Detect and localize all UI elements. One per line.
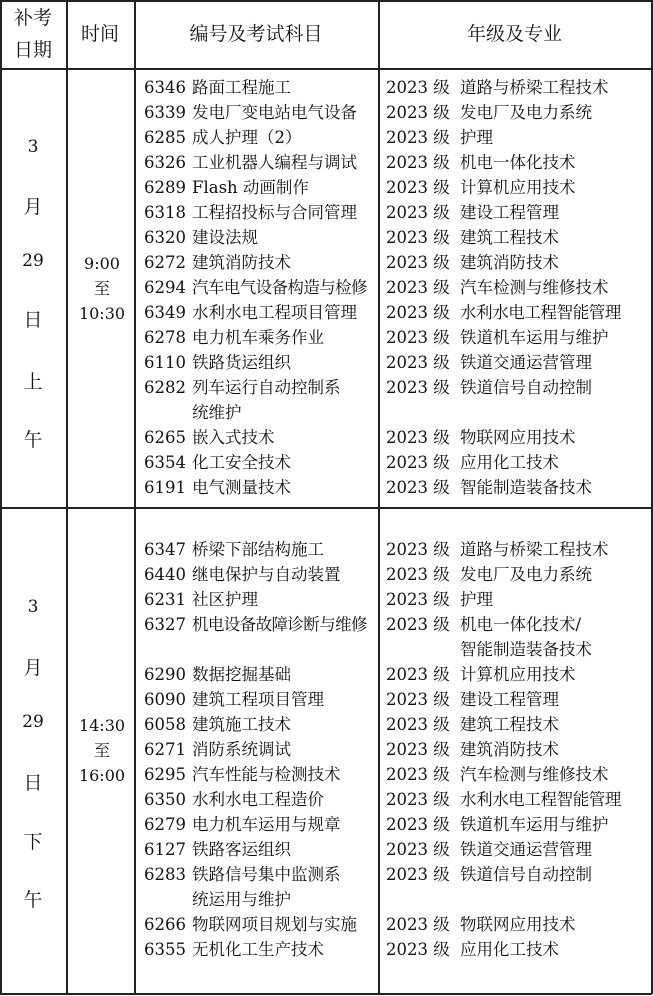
course-cell bbox=[144, 737, 376, 762]
grade-year: 2023 级 bbox=[386, 615, 450, 634]
grade-year: 2023 级 bbox=[386, 840, 450, 859]
major-name: 水利水电工程智能管理 bbox=[460, 303, 622, 322]
major-cell bbox=[386, 537, 648, 562]
major-name-continued: 智能制造装备技术 bbox=[460, 640, 592, 659]
major-cell bbox=[386, 175, 648, 200]
course-subject: 发电厂变电站电气设备 bbox=[192, 103, 357, 122]
major-name: 计算机应用技术 bbox=[460, 665, 576, 684]
major-name: 护理 bbox=[460, 590, 493, 609]
date-char: 上 bbox=[23, 371, 43, 393]
course-cell bbox=[144, 862, 376, 887]
time-separator: 至 bbox=[93, 279, 110, 298]
course-subject: 工业机器人编程与调试 bbox=[192, 153, 357, 172]
course-code: 6278 bbox=[144, 328, 186, 347]
grade-year: 2023 级 bbox=[386, 253, 450, 272]
major-cell bbox=[386, 737, 648, 762]
date-char: 29 bbox=[22, 251, 44, 271]
course-cell bbox=[144, 275, 376, 300]
course-cell bbox=[144, 425, 376, 450]
course-cell bbox=[144, 375, 376, 400]
grade-year: 2023 级 bbox=[386, 178, 450, 197]
course-code: 6326 bbox=[144, 153, 186, 172]
course-subject: Flash 动画制作 bbox=[192, 178, 309, 197]
major-cell bbox=[386, 350, 648, 375]
course-code: 6289 bbox=[144, 178, 186, 197]
session-divider bbox=[0, 507, 652, 509]
grade-year: 2023 级 bbox=[386, 765, 450, 784]
course-cell bbox=[144, 912, 376, 937]
time-end: 16:00 bbox=[78, 766, 126, 785]
major-cell bbox=[386, 100, 648, 125]
major-cell bbox=[386, 587, 648, 612]
grade-year: 2023 级 bbox=[386, 378, 450, 397]
major-name: 建设工程管理 bbox=[460, 690, 559, 709]
course-cell bbox=[144, 787, 376, 812]
major-cell bbox=[386, 687, 648, 712]
time-start: 14:30 bbox=[78, 716, 126, 735]
grade-year: 2023 级 bbox=[386, 428, 450, 447]
grade-year: 2023 级 bbox=[386, 540, 450, 559]
grade-year: 2023 级 bbox=[386, 478, 450, 497]
header-divider bbox=[0, 68, 652, 70]
major-cell bbox=[386, 425, 648, 450]
course-code: 6283 bbox=[144, 865, 186, 884]
time-end: 10:30 bbox=[78, 304, 126, 323]
major-cell bbox=[386, 125, 648, 150]
major-name: 铁道交通运营管理 bbox=[460, 840, 592, 859]
course-cell bbox=[144, 75, 376, 100]
major-name: 护理 bbox=[460, 128, 493, 147]
course-code: 6290 bbox=[144, 665, 186, 684]
major-cell bbox=[386, 862, 648, 887]
course-cell bbox=[144, 612, 376, 637]
course-subject: 物联网项目规划与实施 bbox=[192, 915, 357, 934]
grade-year: 2023 级 bbox=[386, 915, 450, 934]
course-code: 6191 bbox=[144, 478, 186, 497]
major-cell bbox=[386, 225, 648, 250]
course-code: 6440 bbox=[144, 565, 186, 584]
course-cell bbox=[144, 587, 376, 612]
course-subject: 无机化工生产技术 bbox=[192, 940, 324, 959]
course-code: 6127 bbox=[144, 840, 186, 859]
major-name: 物联网应用技术 bbox=[460, 428, 576, 447]
course-code: 6339 bbox=[144, 103, 186, 122]
major-name: 建筑消防技术 bbox=[460, 253, 559, 272]
major-cell bbox=[386, 275, 648, 300]
major-cell bbox=[386, 912, 648, 937]
course-code: 6350 bbox=[144, 790, 186, 809]
major-name: 发电厂及电力系统 bbox=[460, 565, 592, 584]
header-date-line1: 补考 bbox=[13, 7, 52, 29]
column-divider bbox=[134, 0, 136, 994]
grade-year: 2023 级 bbox=[386, 128, 450, 147]
course-cell bbox=[144, 837, 376, 862]
course-cell bbox=[144, 562, 376, 587]
course-code: 6354 bbox=[144, 453, 186, 472]
date-char: 3 bbox=[27, 597, 39, 617]
grade-year: 2023 级 bbox=[386, 865, 450, 884]
date-char: 3 bbox=[27, 137, 39, 157]
course-subject: 路面工程施工 bbox=[192, 78, 291, 97]
course-code: 6058 bbox=[144, 715, 186, 734]
major-cell bbox=[386, 450, 648, 475]
course-code: 6318 bbox=[144, 203, 186, 222]
major-name: 铁道机车运用与维护 bbox=[460, 328, 609, 347]
course-cell bbox=[144, 175, 376, 200]
course-code: 6110 bbox=[144, 353, 186, 372]
course-code: 6231 bbox=[144, 590, 186, 609]
course-code: 6347 bbox=[144, 540, 186, 559]
course-subject: 列车运行自动控制系 bbox=[192, 378, 341, 397]
major-name: 水利水电工程智能管理 bbox=[460, 790, 622, 809]
grade-year: 2023 级 bbox=[386, 103, 450, 122]
major-name: 铁道机车运用与维护 bbox=[460, 815, 609, 834]
grade-year: 2023 级 bbox=[386, 153, 450, 172]
date-char: 日 bbox=[23, 309, 43, 331]
grade-year: 2023 级 bbox=[386, 590, 450, 609]
course-cell bbox=[144, 300, 376, 325]
major-cell bbox=[386, 562, 648, 587]
major-name: 发电厂及电力系统 bbox=[460, 103, 592, 122]
course-cell bbox=[144, 712, 376, 737]
course-subject: 水利水电工程造价 bbox=[192, 790, 324, 809]
course-subject-continued: 统运用与维护 bbox=[192, 890, 291, 909]
date-char: 月 bbox=[23, 196, 43, 218]
major-cell bbox=[386, 612, 648, 637]
major-cell bbox=[386, 812, 648, 837]
major-name: 智能制造装备技术 bbox=[460, 478, 592, 497]
time-start: 9:00 bbox=[84, 254, 120, 273]
course-subject: 桥梁下部结构施工 bbox=[192, 540, 324, 559]
course-cell bbox=[144, 325, 376, 350]
grade-year: 2023 级 bbox=[386, 665, 450, 684]
course-code: 6349 bbox=[144, 303, 186, 322]
course-code: 6346 bbox=[144, 78, 186, 97]
course-subject: 电力机车运用与规章 bbox=[192, 815, 341, 834]
course-subject: 铁路客运组织 bbox=[192, 840, 291, 859]
major-name: 铁道交通运营管理 bbox=[460, 353, 592, 372]
major-cell bbox=[386, 200, 648, 225]
table-border-top bbox=[0, 0, 652, 2]
major-name: 建设工程管理 bbox=[460, 203, 559, 222]
grade-year: 2023 级 bbox=[386, 78, 450, 97]
grade-year: 2023 级 bbox=[386, 690, 450, 709]
course-code: 6272 bbox=[144, 253, 186, 272]
course-subject: 成人护理（2） bbox=[192, 128, 302, 147]
course-subject: 电力机车乘务作业 bbox=[192, 328, 324, 347]
course-cell bbox=[144, 125, 376, 150]
date-char: 下 bbox=[23, 831, 43, 853]
course-subject: 工程招投标与合同管理 bbox=[192, 203, 357, 222]
course-subject-continued: 统维护 bbox=[192, 403, 242, 422]
major-name: 汽车检测与维修技术 bbox=[460, 278, 609, 297]
major-cell bbox=[386, 250, 648, 275]
date-char: 29 bbox=[22, 712, 44, 732]
course-subject: 电气测量技术 bbox=[192, 478, 291, 497]
header-date-line2: 日期 bbox=[13, 39, 52, 61]
course-cell bbox=[144, 687, 376, 712]
grade-year: 2023 级 bbox=[386, 203, 450, 222]
grade-year: 2023 级 bbox=[386, 228, 450, 247]
major-cell bbox=[386, 150, 648, 175]
grade-year: 2023 级 bbox=[386, 328, 450, 347]
grade-year: 2023 级 bbox=[386, 278, 450, 297]
header-major: 年级及专业 bbox=[466, 23, 562, 45]
course-cell bbox=[144, 537, 376, 562]
course-subject: 水利水电工程项目管理 bbox=[192, 303, 357, 322]
course-code: 6355 bbox=[144, 940, 186, 959]
major-cell bbox=[386, 662, 648, 687]
course-cell bbox=[144, 350, 376, 375]
course-code: 6282 bbox=[144, 378, 186, 397]
course-cell bbox=[144, 250, 376, 275]
course-subject: 化工安全技术 bbox=[192, 453, 291, 472]
course-subject: 嵌入式技术 bbox=[192, 428, 275, 447]
course-code: 6295 bbox=[144, 765, 186, 784]
header-course: 编号及考试科目 bbox=[189, 23, 323, 45]
grade-year: 2023 级 bbox=[386, 353, 450, 372]
major-name: 机电一体化技术/ bbox=[460, 615, 582, 634]
major-cell bbox=[386, 787, 648, 812]
grade-year: 2023 级 bbox=[386, 740, 450, 759]
course-subject: 建筑消防技术 bbox=[192, 253, 291, 272]
course-code: 6090 bbox=[144, 690, 186, 709]
major-name: 计算机应用技术 bbox=[460, 178, 576, 197]
major-cell bbox=[386, 837, 648, 862]
course-cell bbox=[144, 150, 376, 175]
date-char: 午 bbox=[23, 889, 43, 911]
course-cell bbox=[144, 475, 376, 500]
course-cell bbox=[144, 200, 376, 225]
course-code: 6294 bbox=[144, 278, 186, 297]
major-name: 建筑工程技术 bbox=[460, 228, 559, 247]
course-subject: 建筑工程项目管理 bbox=[192, 690, 324, 709]
course-code: 6285 bbox=[144, 128, 186, 147]
grade-year: 2023 级 bbox=[386, 303, 450, 322]
major-cell bbox=[386, 937, 648, 962]
course-subject: 数据挖掘基础 bbox=[192, 665, 291, 684]
course-cell bbox=[144, 762, 376, 787]
major-cell bbox=[386, 300, 648, 325]
course-cell bbox=[144, 450, 376, 475]
course-cell bbox=[144, 225, 376, 250]
course-code: 6265 bbox=[144, 428, 186, 447]
grade-year: 2023 级 bbox=[386, 453, 450, 472]
course-cell bbox=[144, 662, 376, 687]
course-code: 6271 bbox=[144, 740, 186, 759]
column-divider bbox=[66, 0, 68, 994]
course-subject: 汽车性能与检测技术 bbox=[192, 765, 341, 784]
major-cell bbox=[386, 762, 648, 787]
major-name: 道路与桥梁工程技术 bbox=[460, 540, 609, 559]
course-code: 6279 bbox=[144, 815, 186, 834]
grade-year: 2023 级 bbox=[386, 940, 450, 959]
date-char: 日 bbox=[23, 772, 43, 794]
major-name: 应用化工技术 bbox=[460, 940, 559, 959]
major-name: 铁道信号自动控制 bbox=[460, 378, 592, 397]
course-subject: 建设法规 bbox=[192, 228, 258, 247]
header-time: 时间 bbox=[80, 23, 119, 45]
major-cell bbox=[386, 475, 648, 500]
course-subject: 建筑施工技术 bbox=[192, 715, 291, 734]
grade-year: 2023 级 bbox=[386, 815, 450, 834]
major-name: 铁道信号自动控制 bbox=[460, 865, 592, 884]
grade-year: 2023 级 bbox=[386, 790, 450, 809]
major-name: 应用化工技术 bbox=[460, 453, 559, 472]
course-subject: 继电保护与自动装置 bbox=[192, 565, 341, 584]
major-name: 机电一体化技术 bbox=[460, 153, 576, 172]
course-cell bbox=[144, 812, 376, 837]
column-divider bbox=[378, 0, 380, 994]
grade-year: 2023 级 bbox=[386, 715, 450, 734]
grade-year: 2023 级 bbox=[386, 565, 450, 584]
major-name: 建筑工程技术 bbox=[460, 715, 559, 734]
course-subject: 消防系统调试 bbox=[192, 740, 291, 759]
major-cell bbox=[386, 325, 648, 350]
major-name: 道路与桥梁工程技术 bbox=[460, 78, 609, 97]
table-border-right bbox=[651, 0, 653, 994]
course-subject: 铁路信号集中监测系 bbox=[192, 865, 341, 884]
course-code: 6266 bbox=[144, 915, 186, 934]
course-cell bbox=[144, 937, 376, 962]
course-cell bbox=[144, 100, 376, 125]
major-cell bbox=[386, 375, 648, 400]
course-subject: 机电设备故障诊断与维修 bbox=[192, 615, 367, 634]
major-name: 物联网应用技术 bbox=[460, 915, 576, 934]
course-subject: 汽车电气设备构造与检修 bbox=[192, 278, 367, 297]
course-subject: 社区护理 bbox=[192, 590, 258, 609]
table-border-bottom bbox=[0, 993, 652, 995]
time-separator: 至 bbox=[93, 741, 110, 760]
date-char: 午 bbox=[23, 429, 43, 451]
course-subject: 铁路货运组织 bbox=[192, 353, 291, 372]
course-code: 6327 bbox=[144, 615, 186, 634]
course-code: 6320 bbox=[144, 228, 186, 247]
major-name: 建筑消防技术 bbox=[460, 740, 559, 759]
date-char: 月 bbox=[23, 657, 43, 679]
major-cell bbox=[386, 712, 648, 737]
major-name: 汽车检测与维修技术 bbox=[460, 765, 609, 784]
major-cell bbox=[386, 75, 648, 100]
